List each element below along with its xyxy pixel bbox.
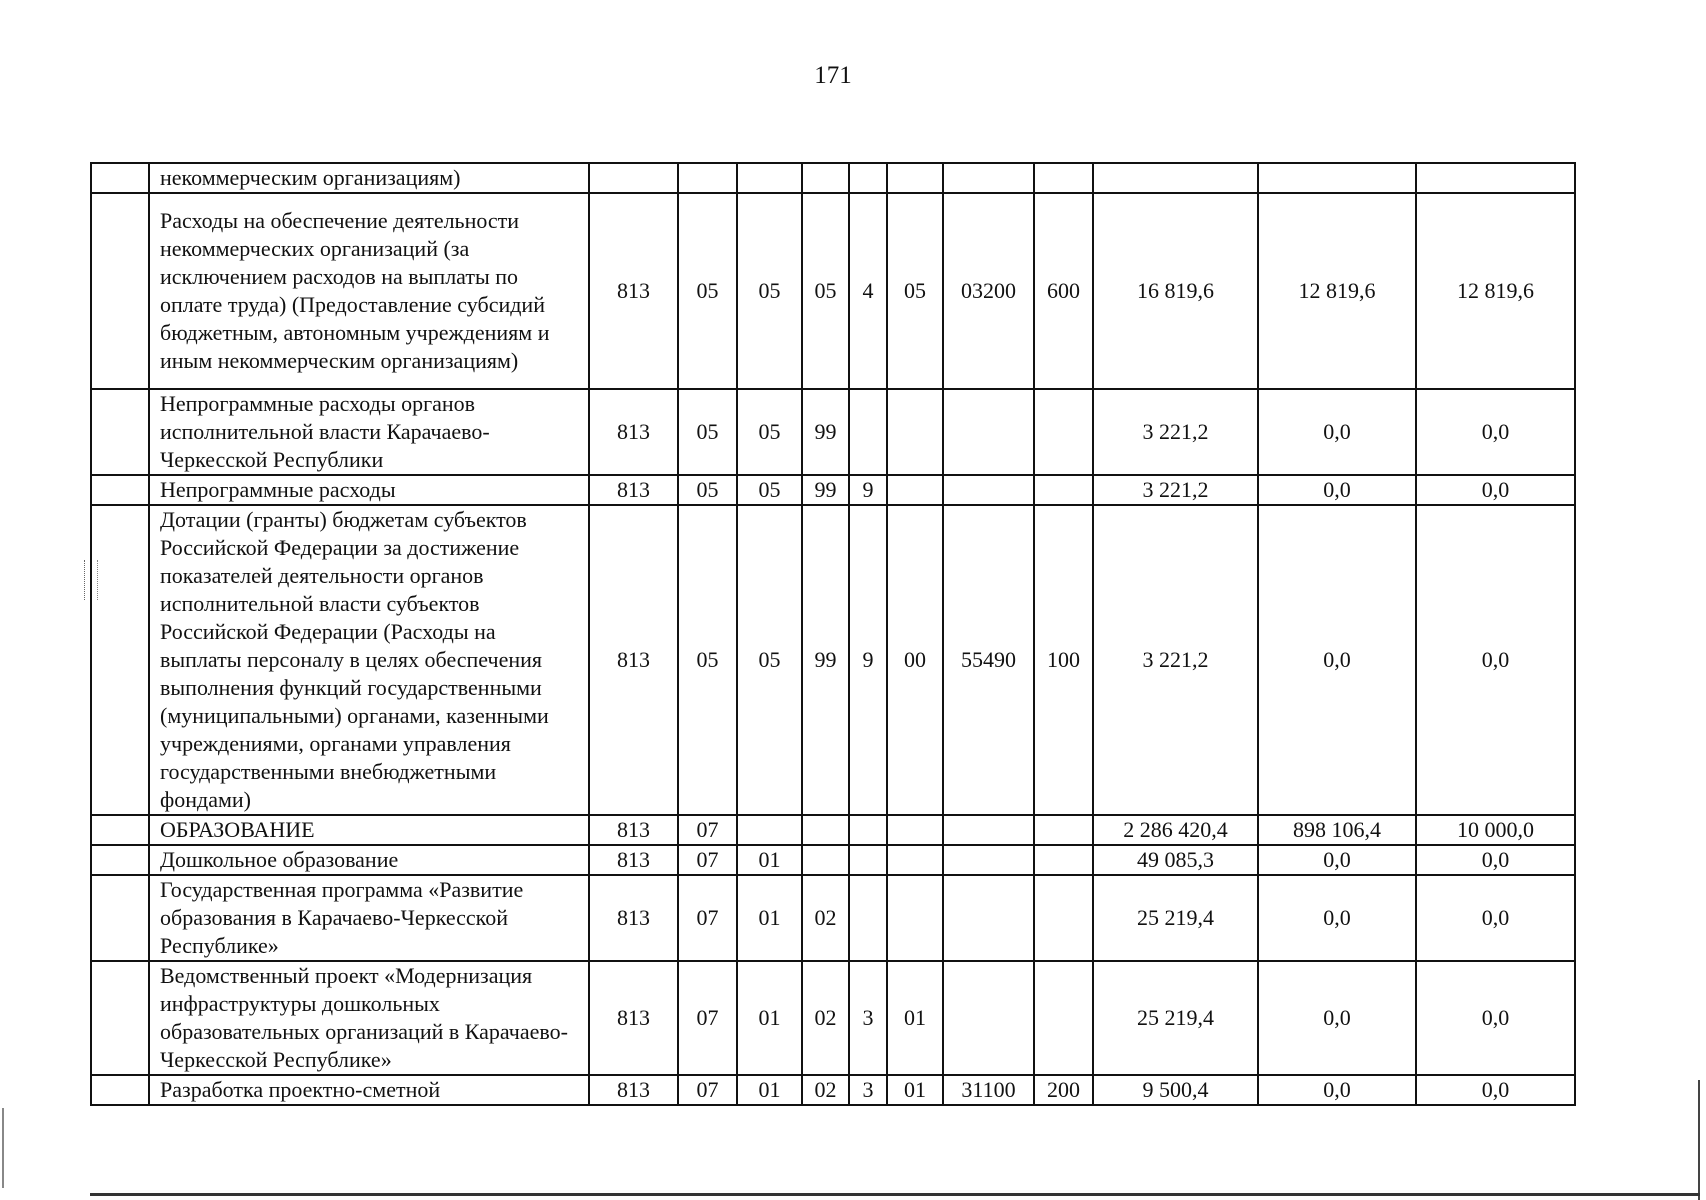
row-name-cell: Дотации (гранты) бюджетам субъектов Российской Федерации за достижение показателей деятельности органов исполнительной власти субъектов Российской Федерации (Расходы на выплаты персоналу в целях обеспечения выполнения функций государственными (муниципальными) органами, казенными учреждениями, органами управления государственными внебюджетными фондами) <box>149 505 589 815</box>
value-cell: 0,0 <box>1258 389 1416 475</box>
value-cell <box>849 845 887 875</box>
value-cell: 16 819,6 <box>1093 193 1258 389</box>
value-cell <box>943 163 1034 193</box>
value-cell: 9 <box>849 475 887 505</box>
table-row <box>91 389 1575 475</box>
page-number: 171 <box>814 62 852 89</box>
row-number-cell <box>91 505 149 815</box>
row-number-cell <box>91 815 149 845</box>
value-cell <box>1416 163 1575 193</box>
value-cell: 01 <box>737 961 802 1075</box>
row-name-cell: ОБРАЗОВАНИЕ <box>149 815 589 845</box>
value-cell: 05 <box>737 505 802 815</box>
value-cell <box>943 845 1034 875</box>
value-cell: 25 219,4 <box>1093 875 1258 961</box>
value-cell <box>1034 815 1093 845</box>
value-cell <box>887 163 943 193</box>
value-cell: 01 <box>737 1075 802 1105</box>
value-cell <box>943 475 1034 505</box>
value-cell: 9 500,4 <box>1093 1075 1258 1105</box>
value-cell: 813 <box>589 1075 678 1105</box>
row-number-cell <box>91 475 149 505</box>
value-cell <box>1034 875 1093 961</box>
value-cell: 05 <box>737 389 802 475</box>
table-row <box>91 163 1575 193</box>
row-name-cell: Расходы на обеспечение деятельности некоммерческих организаций (за исключением расходов на выплаты по оплате труда) (Предоставление субсидий бюджетным, автономным учреждениям и иным некоммерческим организациям) <box>149 193 589 389</box>
value-cell: 07 <box>678 961 737 1075</box>
value-cell: 05 <box>678 389 737 475</box>
value-cell: 99 <box>802 505 849 815</box>
value-cell: 07 <box>678 815 737 845</box>
row-name-cell: Ведомственный проект «Модернизация инфраструктуры дошкольных образовательных организаций в Карачаево-Черкесской Республике» <box>149 961 589 1075</box>
value-cell: 01 <box>737 845 802 875</box>
value-cell: 600 <box>1034 193 1093 389</box>
row-name-cell: Дошкольное образование <box>149 845 589 875</box>
value-cell: 3 <box>849 1075 887 1105</box>
value-cell: 0,0 <box>1258 1075 1416 1105</box>
value-cell: 813 <box>589 961 678 1075</box>
value-cell <box>1258 163 1416 193</box>
row-number-cell <box>91 961 149 1075</box>
scan-edge-line <box>2 1108 4 1188</box>
value-cell: 01 <box>887 961 943 1075</box>
value-cell: 12 819,6 <box>1258 193 1416 389</box>
row-name-cell: Непрограммные расходы <box>149 475 589 505</box>
value-cell <box>737 815 802 845</box>
value-cell <box>887 389 943 475</box>
table-row <box>91 193 1575 389</box>
value-cell <box>1034 475 1093 505</box>
value-cell <box>849 875 887 961</box>
row-name-cell: Непрограммные расходы органов исполнительной власти Карачаево-Черкесской Республики <box>149 389 589 475</box>
value-cell <box>802 163 849 193</box>
value-cell <box>802 845 849 875</box>
value-cell <box>589 163 678 193</box>
row-number-cell <box>91 845 149 875</box>
value-cell: 99 <box>802 389 849 475</box>
value-cell: 02 <box>802 961 849 1075</box>
row-number-cell <box>91 875 149 961</box>
value-cell <box>943 815 1034 845</box>
value-cell: 01 <box>887 1075 943 1105</box>
value-cell: 3 221,2 <box>1093 475 1258 505</box>
table-row <box>91 815 1575 845</box>
value-cell: 10 000,0 <box>1416 815 1575 845</box>
value-cell <box>802 815 849 845</box>
budget-table <box>90 162 1576 1106</box>
value-cell: 31100 <box>943 1075 1034 1105</box>
value-cell: 813 <box>589 845 678 875</box>
value-cell <box>1034 845 1093 875</box>
value-cell: 813 <box>589 193 678 389</box>
value-cell <box>849 163 887 193</box>
row-number-cell <box>91 193 149 389</box>
value-cell: 05 <box>678 505 737 815</box>
value-cell: 03200 <box>943 193 1034 389</box>
value-cell <box>943 961 1034 1075</box>
value-cell: 2 286 420,4 <box>1093 815 1258 845</box>
table-row <box>91 875 1575 961</box>
value-cell: 05 <box>678 193 737 389</box>
value-cell: 0,0 <box>1416 389 1575 475</box>
value-cell: 813 <box>589 815 678 845</box>
value-cell: 05 <box>737 475 802 505</box>
value-cell <box>1093 163 1258 193</box>
value-cell: 0,0 <box>1416 961 1575 1075</box>
value-cell: 0,0 <box>1258 475 1416 505</box>
value-cell: 01 <box>737 875 802 961</box>
value-cell: 0,0 <box>1416 875 1575 961</box>
value-cell <box>1034 163 1093 193</box>
value-cell <box>678 163 737 193</box>
value-cell <box>887 845 943 875</box>
value-cell: 0,0 <box>1258 505 1416 815</box>
value-cell: 00 <box>887 505 943 815</box>
value-cell: 3 221,2 <box>1093 389 1258 475</box>
value-cell <box>887 815 943 845</box>
value-cell: 0,0 <box>1258 875 1416 961</box>
table-row <box>91 961 1575 1075</box>
value-cell: 07 <box>678 845 737 875</box>
row-name-cell: Разработка проектно-сметной <box>149 1075 589 1105</box>
table-row <box>91 475 1575 505</box>
value-cell: 05 <box>737 193 802 389</box>
value-cell <box>849 389 887 475</box>
value-cell: 0,0 <box>1416 475 1575 505</box>
value-cell: 99 <box>802 475 849 505</box>
value-cell <box>943 875 1034 961</box>
value-cell: 02 <box>802 875 849 961</box>
value-cell <box>943 389 1034 475</box>
table-row <box>91 845 1575 875</box>
value-cell: 813 <box>589 389 678 475</box>
value-cell: 05 <box>802 193 849 389</box>
value-cell: 200 <box>1034 1075 1093 1105</box>
value-cell: 05 <box>887 193 943 389</box>
value-cell: 813 <box>589 475 678 505</box>
value-cell: 0,0 <box>1258 845 1416 875</box>
row-name-cell: Государственная программа «Развитие образования в Карачаево-Черкесской Республике» <box>149 875 589 961</box>
value-cell <box>737 163 802 193</box>
value-cell <box>1034 961 1093 1075</box>
row-number-cell <box>91 389 149 475</box>
value-cell <box>849 815 887 845</box>
value-cell: 100 <box>1034 505 1093 815</box>
value-cell: 25 219,4 <box>1093 961 1258 1075</box>
table-row <box>91 1075 1575 1105</box>
table-row <box>91 505 1575 815</box>
value-cell: 55490 <box>943 505 1034 815</box>
value-cell: 07 <box>678 1075 737 1105</box>
value-cell <box>1034 389 1093 475</box>
value-cell: 0,0 <box>1416 845 1575 875</box>
value-cell: 05 <box>678 475 737 505</box>
table-body <box>91 163 1575 1105</box>
value-cell: 0,0 <box>1258 961 1416 1075</box>
value-cell: 813 <box>589 505 678 815</box>
row-number-cell <box>91 1075 149 1105</box>
value-cell: 4 <box>849 193 887 389</box>
value-cell <box>887 875 943 961</box>
value-cell <box>887 475 943 505</box>
row-number-cell <box>91 163 149 193</box>
page-bottom-rule <box>90 1193 1700 1196</box>
value-cell: 0,0 <box>1416 1075 1575 1105</box>
value-cell: 3 <box>849 961 887 1075</box>
row-name-cell: некоммерческим организациям) <box>149 163 589 193</box>
scan-edge-line <box>1698 1080 1700 1200</box>
value-cell: 12 819,6 <box>1416 193 1575 389</box>
value-cell: 898 106,4 <box>1258 815 1416 845</box>
value-cell: 49 085,3 <box>1093 845 1258 875</box>
value-cell: 9 <box>849 505 887 815</box>
value-cell: 3 221,2 <box>1093 505 1258 815</box>
value-cell: 0,0 <box>1416 505 1575 815</box>
value-cell: 07 <box>678 875 737 961</box>
value-cell: 813 <box>589 875 678 961</box>
value-cell: 02 <box>802 1075 849 1105</box>
